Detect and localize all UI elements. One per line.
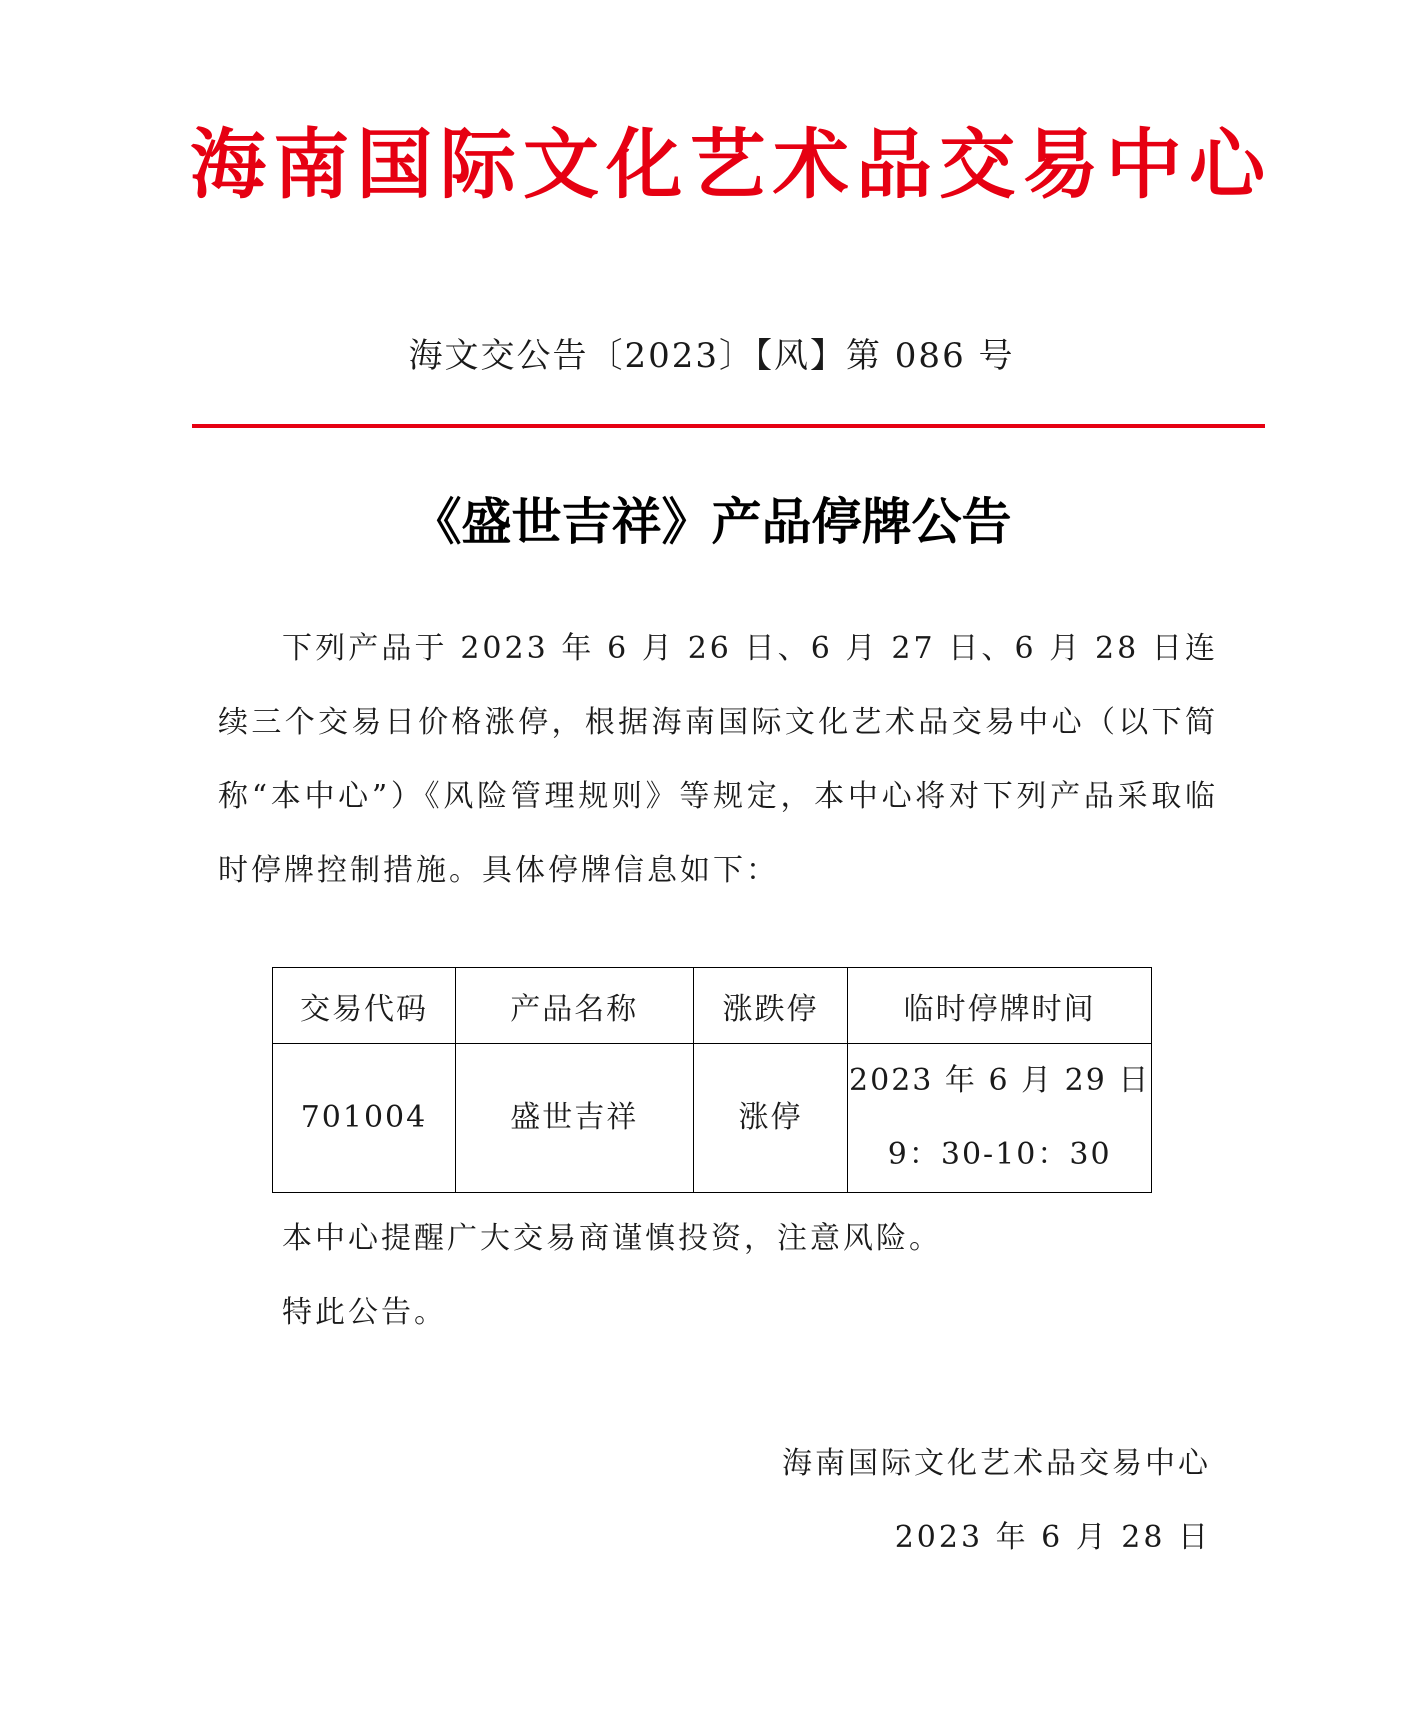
header-char: 国 [356,120,433,209]
cell-suspension-time [848,1044,1152,1193]
announcement-title: 《盛世吉祥》产品停牌公告 [411,493,1012,551]
document-number: 海文交公告〔2023〕【风】第 086 号 [408,336,1015,376]
cell-price-limit: 涨停 [693,1044,848,1193]
cell-trade-code: 701004 [273,1044,456,1193]
closing-statement: 特此公告。 [282,1295,447,1330]
header-char: 文 [523,120,599,209]
header-divider [192,424,1265,428]
header-char: 际 [439,120,516,209]
issuer-header [190,110,1265,220]
header-trade-code: 交易代码 [273,968,456,1044]
header-product-name: 产品名称 [455,968,693,1044]
header-char: 南 [273,120,350,209]
suspension-date: 2023 年 6 月 29 日 [849,1063,1151,1098]
table-row [273,1044,1152,1193]
header-char: 术 [772,120,849,209]
suspension-hours: 9：30-10：30 [887,1137,1112,1172]
table-header-row [273,968,1152,1044]
header-char: 易 [1022,120,1099,209]
header-char: 海 [190,120,266,209]
header-char: 艺 [689,120,766,209]
header-char: 中 [1105,120,1182,209]
issue-date: 2023 年 6 月 28 日 [894,1520,1211,1555]
header-price-limit: 涨跌停 [693,968,848,1044]
header-char: 品 [856,120,932,209]
announcement-body: 下列产品于 2023 年 6 月 26 日、6 月 27 日、6 月 28 日连续三个交易日价格涨停，根据海南国际文化艺术品交易中心（以下简称“本中心”）《风险管理规则》等规定，本中心将对下列产品采取临时停牌控制措施。具体停牌信息如下： [218,631,1218,888]
suspension-table [272,967,1152,1193]
header-char: 心 [1189,120,1265,209]
header-char: 化 [606,120,683,209]
risk-reminder: 本中心提醒广大交易商谨慎投资，注意风险。 [282,1221,942,1256]
header-suspension-time: 临时停牌时间 [848,968,1152,1044]
cell-product-name: 盛世吉祥 [455,1044,693,1193]
header-char: 交 [939,120,1016,209]
issuer-signature: 海南国际文化艺术品交易中心 [782,1446,1211,1481]
